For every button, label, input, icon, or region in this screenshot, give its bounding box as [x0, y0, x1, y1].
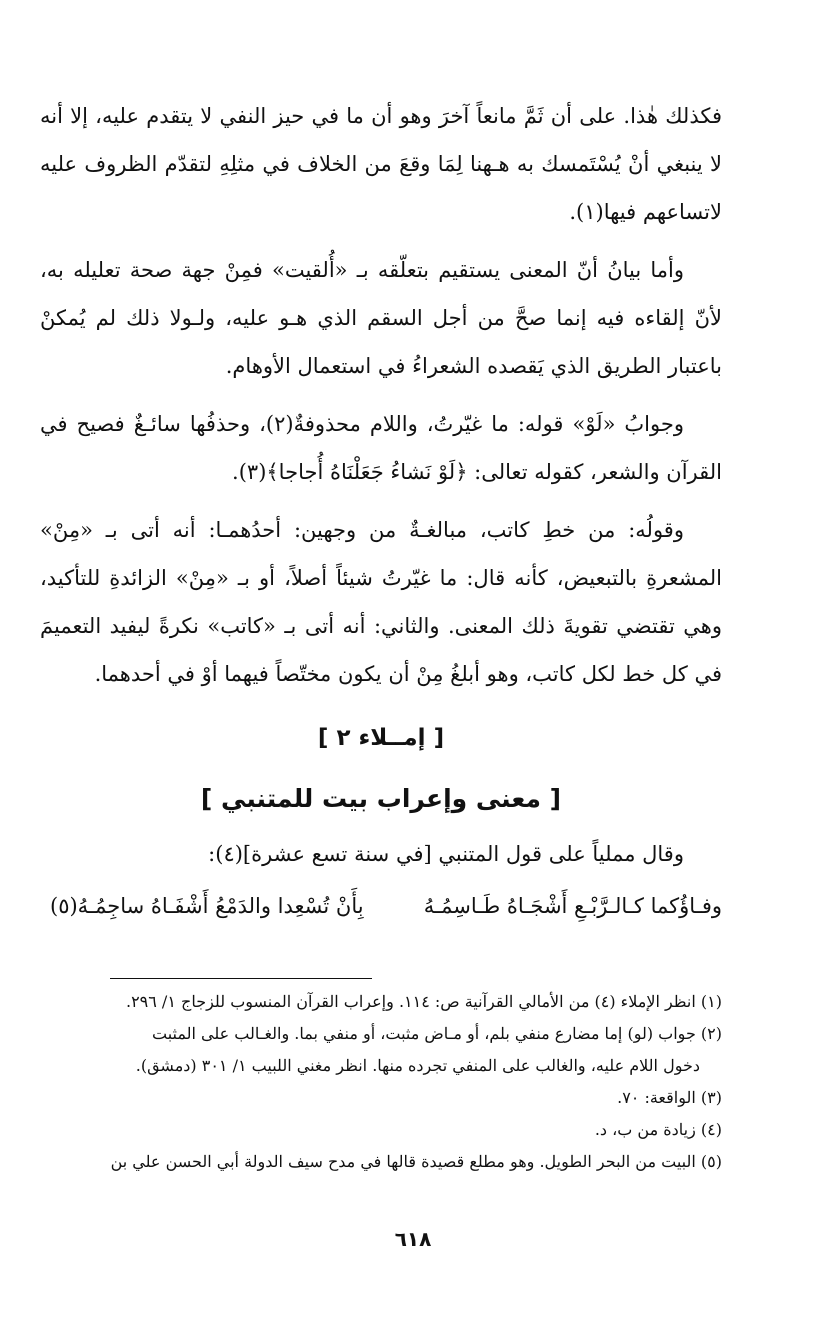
footnote-3: (٣) الواقعة: ٧٠. [617, 1088, 722, 1107]
paragraph-2: وأما بيانُ أنّ المعنى يستقيم بتعلّقه بـ «أُلقيت» فمِنْ جهة صحة تعليله به، لأنّ إلقاءه فيه إنما صحَّ من أجل السقم الذي هـو عليه، ولـولا ذلك لم يُمكنْ باعتبار الطريق الذي يَقصده الشعراءُ في استعمال الأوهام. [40, 258, 722, 378]
verse-first-hemistich: وفـاؤُكما كـالـرَّبْـعِ أَشْجَـاهُ طَـاسِمُـهُ [423, 894, 722, 918]
main-text [40, 92, 722, 930]
paragraph-1: فكذلك هٰذا. على أن ثَمَّ مانعاً آخرَ وهو أن ما في حيز النفي لا يتقدم عليه، إلا أنه لا ينبغي أنْ يُسْتَمسك به هـهنا لِمَا وقعَ من الخلاف في مثلِهِ لتقدّم الظروف عليه لاتساعهم فيها(١). [40, 104, 722, 224]
footnote-2-continuation: دخول اللام عليه، والغالب على المنفي تجرده منها. انظر مغني اللبيب ١/ ٣٠١ (دمشق). [135, 1056, 700, 1075]
poem-verse [40, 882, 722, 930]
footnote-2-continued [40, 1050, 722, 1081]
verse-intro: وقال مملياً على قول المتنبي [في سنة تسع عشرة](٤): [208, 842, 684, 866]
verse-second-hemistich: بِأَنْ تُسْعِدا والدَمْعُ أَشْفَـاهُ ساجِمُـهُ(٥) [50, 894, 364, 918]
paragraph-3: وجوابُ «لَوْ» قوله: ما غيّرتُ، واللام محذوفةٌ(٢)، وحذفُها سائـغٌ فصيح في القرآن والشعر، كقوله تعالى: ﴿لَوْ نَشاءُ جَعَلْنَاهُ أُجاجا﴾(٣). [40, 412, 722, 484]
footnote-2: (٢) جواب (لو) إما مضارع منفي بلم، أو مـاض مثبت، أو منفي بما. والغـالب على المثبت [152, 1024, 722, 1043]
page-number: ٦١٨ [394, 1227, 432, 1251]
section-heading-title: [ معنى وإعراب بيت للمتنبي ] [200, 784, 562, 813]
section-heading-number: [ إمــلاء ٢ ] [317, 725, 445, 751]
footnote-separator [110, 978, 372, 979]
footnote-4: (٤) زيادة من ب، د. [594, 1120, 722, 1139]
footnotes [40, 986, 722, 1178]
footnote-1: (١) انظر الإملاء (٤) من الأمالي القرآنية ص: ١١٤. وإعراب القرآن المنسوب للزجاج ١/ ٢٩٦. [125, 992, 722, 1011]
footnote-5: (٥) البيت من البحر الطويل. وهو مطلع قصيدة قالها في مدح سيف الدولة أبي الحسن علي بن [110, 1152, 722, 1171]
paragraph-4: وقولُه: من خطِ كاتب، مبالغـةٌ من وجهين: أحدُهمـا: أنه أتى بـ «مِنْ» المشعرةِ بالتبعيض، كأنه قال: ما غيّرتُ شيئاً أصلاً، أو بـ «مِنْ» الزائدةِ للتأكيد، وهي تقتضي تقويةَ ذلك المعنى. والثاني: أنه أتى بـ «كاتب» نكرةً ليفيد التعميمَ في كل خط لكل كاتب، وهو أبلغُ مِنْ أن يكون مختّصاً فيهما أوْ في أحدهما. [40, 518, 722, 686]
